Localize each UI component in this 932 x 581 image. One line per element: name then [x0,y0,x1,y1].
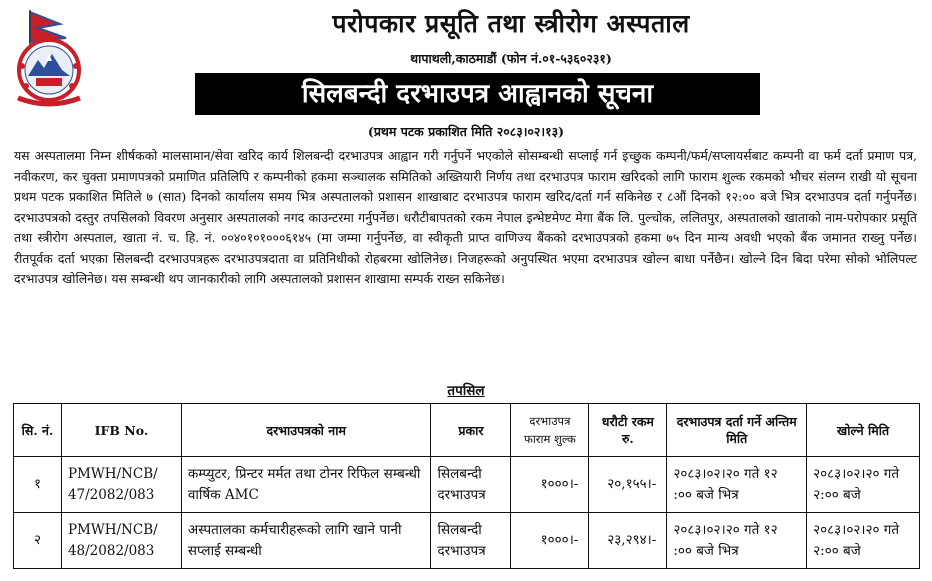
notice-title: सिलबन्दी दरभाउपत्र आह्वानको सूचना [301,79,654,109]
col-header-type: प्रकार [431,404,511,457]
col-header-deposit: धरौटी रकम रु. [589,404,667,457]
table-row [14,457,920,513]
cell-fee: १०००।- [511,457,589,513]
cell-type: सिलबन्दी दरभाउपत्र [431,513,511,569]
schedule-heading [0,381,932,399]
cell-fee: १०००।- [511,513,589,569]
cell-deadline: २०८३।०२।२० गते १२ :०० बजे भित्र [667,513,807,569]
cell-ifb: PMWH/NCB/ 47/2082/083 [61,457,181,513]
schedule-heading-text: तपसिल [447,383,485,399]
cell-deposit: २३,२९४।- [589,513,667,569]
cell-deposit: २०,१५५।- [589,457,667,513]
cell-opening: २०८३।०२।२० गते २:०० बजे [807,513,920,569]
address-phone: थापाथली,काठमाडौं (फोन नं.०१-५३६०२३१) [410,51,612,66]
cell-sn: १ [14,457,62,513]
col-header-opening: खोल्ने मिति [807,404,920,457]
notice-title-banner [195,73,760,115]
cell-opening: २०८३।०२।२० गते २:०० बजे [807,457,920,513]
bid-schedule-table [13,403,920,569]
cell-sn: २ [14,513,62,569]
col-header-fee: दरभाउपत्र फाराम शुल्क [511,404,589,457]
cell-ifb: PMWH/NCB/ 48/2082/083 [61,513,181,569]
hospital-name: परोपकार प्रसूति तथा स्त्रीरोग अस्पताल [332,9,690,38]
table-row [14,513,920,569]
published-date: (प्रथम पटक प्रकाशित मिति २०८३।०२।१३) [367,124,565,139]
cell-type: सिलबन्दी दरभाउपत्र [431,457,511,513]
nepal-government-emblem-icon [8,6,90,108]
col-header-ifb: IFB No. [61,404,181,457]
table-header-row [14,404,920,457]
col-header-deadline: दरभाउपत्र दर्ता गर्ने अन्तिम मिति [667,404,807,457]
col-header-name: दरभाउपत्रको नाम [181,404,431,457]
cell-name: कम्प्युटर, प्रिन्टर मर्मत तथा टोनर रिफिल सम्बन्धी वार्षिक AMC [181,457,431,513]
col-header-sn: सि. नं. [14,404,62,457]
notice-paragraph: यस अस्पतालमा निम्न शीर्षकको मालसामान/सेवा खरिद कार्य शिलबन्दी दरभाउपत्र आह्वान गरी गर्नुपर्ने भएकोले सोसम्बन्धी सप्लाई गर्न इच्छुक कम्पनी/फर्म/सप्लायर्सबाट कम्पनी वा फर्म दर्ता प्रमाण पत्र, नवीकरण, कर चुक्ता प्रमाणपत्रको प्रमाणित प्रतिलिपि र कम्पनीको हकमा सञ्चालक समितिको अख्तियारी निर्णय तथा दरभाउपत्र फाराम खरिदको लागि फाराम शुल्क रकमको भौचर संलग्न राखी यो सूचना प्रथम पटक प्रकाशित मितिले ७ (सात) दिनको कार्यालय समय भित्र अस्पतालको प्रशासन शाखाबाट दरभाउपत्र फाराम खरिद/दर्ता गर्न सकिनेछ र ८औं दिनको १२:०० बजे भित्र दरभाउपत्र दर्ता गर्नुपर्नेछ। दरभाउपत्रको दस्तुर तपसिलको विवरण अनुसार अस्पतालको नगद काउन्टरमा गर्नुपर्नेछ। धरौटीबापतको रकम नेपाल इन्भेष्टमेण्ट मेगा बैंक लि. पुल्चोक, ललितपुर, अस्पतालको खाताको नाम-परोपकार प्रसूति तथा स्त्रीरोग अस्पताल, खाता नं. च. हि. नं. ००४०१०१०००६१४५ (मा जम्मा गर्नुपर्नेछ, वा स्वीकृती प्राप्त वाणिज्य बैंकको दरभाउपत्रको हकमा ७५ दिन मान्य अवधी भएको बैंक जमानत राख्नु पर्नेछ। रीतपूर्वक दर्ता भएका सिलबन्दी दरभाउपत्रहरू दरभाउपत्रदाता वा प्रतिनिधीको रोहबरमा खोलिनेछ। निजहरूको अनुपस्थित भएमा दरभाउपत्र खोल्न बाधा पर्नेछैन। खोल्ने दिन बिदा परेमा सोको भोलिपल्ट दरभाउपत्र खोलिनेछ। यस सम्बन्धी थप जानकारीको लागि अस्पतालको प्रशासन शाखामा सम्पर्क राख्न सकिनेछ। [14,148,917,286]
cell-deadline: २०८३।०२।२० गते १२ :०० बजे भित्र [667,457,807,513]
cell-name: अस्पतालका कर्मचारीहरूको लागि खाने पानी सप्लाई सम्बन्धी [181,513,431,569]
